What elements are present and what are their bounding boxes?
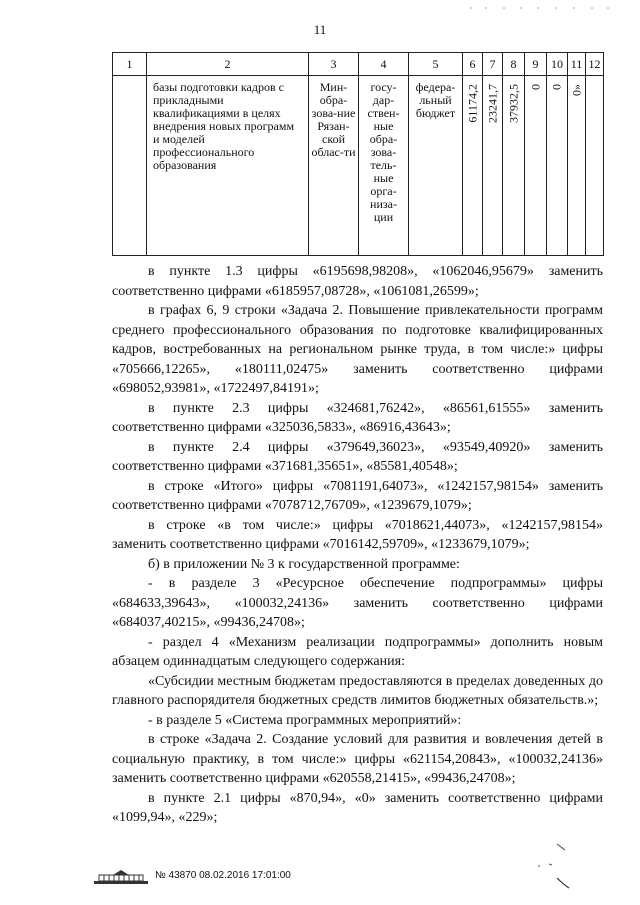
paragraph: в пункте 2.1 цифры «870,94», «0» заменить соответственно цифрами «1099,94», «229»; [112, 790, 603, 825]
paragraph: в пункте 2.3 цифры «324681,76242», «86561,61555» заменить соответственно цифрами «325036,5833», «86916,43643»; [112, 400, 603, 435]
activity-description-cell: базы подготовки кадров с прикладными квалификациями в целях внедрения новых программ и моделей профессионального образования [147, 76, 309, 256]
registration-number: № 43870 08.02.2016 17:01:00 [155, 870, 291, 881]
paragraph: в пункте 1.3 цифры «6195698,98208», «1062046,95679» заменить соответственно цифрами «6185957,08728», «1061081,26599»; [112, 264, 603, 299]
executor-cell: Мин-обра-зова-ние Рязан-ской облас-ти [309, 76, 359, 256]
row-number-cell [113, 76, 147, 256]
participants-cell: госу-дар-ствен-ные обра-зова-тель-ные орга-низа-ции [359, 76, 409, 256]
value-cell-12 [586, 76, 604, 256]
paragraph: в графах 6, 9 строки «Задача 2. Повышение привлекательности программ среднего профессионального образования по подготовке квалифицированных кадров, востребованных на региональном рынке труда, в том числе:» цифры «705666,12265», «180111,02475» заменить соответственно цифрами «698052,93981», «1722497,84191»; [112, 303, 603, 396]
value-11: 0» [569, 84, 583, 96]
paragraph: - раздел 4 «Механизм реализации подпрограммы» дополнить новым абзацем одиннадцатым следующего содержания: [112, 634, 603, 669]
paragraph: в строке «в том числе:» цифры «7018621,44073», «1242157,98154» заменить соответственно цифрами «7016142,59709», «1233679,1079»; [112, 517, 603, 552]
header-cell: 7 [483, 53, 503, 76]
value-cell-10 [547, 76, 568, 256]
value-cell-7 [483, 76, 503, 256]
header-cell: 12 [586, 53, 604, 76]
header-cell: 3 [309, 53, 359, 76]
paragraph: в пункте 2.4 цифры «379649,36023», «93549,40920» заменить соответственно цифрами «371681,35651», «85581,40548»; [112, 439, 603, 474]
header-cell: 5 [409, 53, 463, 76]
paragraph: «Субсидии местным бюджетам предоставляются в пределах доведенных до главного распорядителя бюджетных средств лимитов бюджетных обязательств.»; [112, 673, 603, 708]
header-cell: 9 [525, 53, 547, 76]
page-number: 11 [313, 22, 327, 37]
value-7: 23241,7 [485, 84, 499, 123]
amendment-text [112, 262, 603, 828]
header-cell: 6 [463, 53, 483, 76]
value-6: 61174,2 [465, 84, 479, 123]
table-row [113, 76, 604, 256]
value-8: 37932,5 [506, 84, 520, 123]
handwritten-marks [535, 840, 575, 890]
paragraph: - в разделе 3 «Ресурсное обеспечение подпрограммы» цифры «684633,39643», «100032,24136» заменить соответственно цифрами «684037,40215», «99436,24708»; [112, 576, 603, 630]
value-9: 0 [528, 84, 542, 90]
value-10: 0 [549, 84, 564, 90]
paragraph: - в разделе 5 «Система программных мероприятий»: [148, 712, 462, 728]
program-table [112, 52, 604, 256]
paragraph: в строке «Итого» цифры «7081191,64073», «1242157,98154» заменить соответственно цифрами «7078712,76709», «1239679,1079»; [112, 478, 603, 513]
paragraph: б) в приложении № 3 к государственной программе: [148, 556, 460, 572]
value-cell-8 [503, 76, 525, 256]
header-cell: 4 [359, 53, 409, 76]
table-header-row [113, 53, 604, 76]
funding-source-cell: федера-льный бюджет [409, 76, 463, 256]
header-cell: 10 [547, 53, 568, 76]
value-cell-9 [525, 76, 547, 256]
header-cell: 8 [503, 53, 525, 76]
scan-artifact-dots [466, 2, 626, 12]
value-cell-6 [463, 76, 483, 256]
building-logo-icon [93, 869, 149, 885]
header-cell: 1 [113, 53, 147, 76]
header-cell: 11 [568, 53, 586, 76]
paragraph: в строке «Задача 2. Создание условий для развития и вовлечения детей в социальную практику, в том числе:» цифры «621154,20843», «100032,24136» заменить соответственно цифрами «620558,21415», «99436,24708»; [112, 732, 603, 786]
value-cell-11 [568, 76, 586, 256]
header-cell: 2 [147, 53, 309, 76]
